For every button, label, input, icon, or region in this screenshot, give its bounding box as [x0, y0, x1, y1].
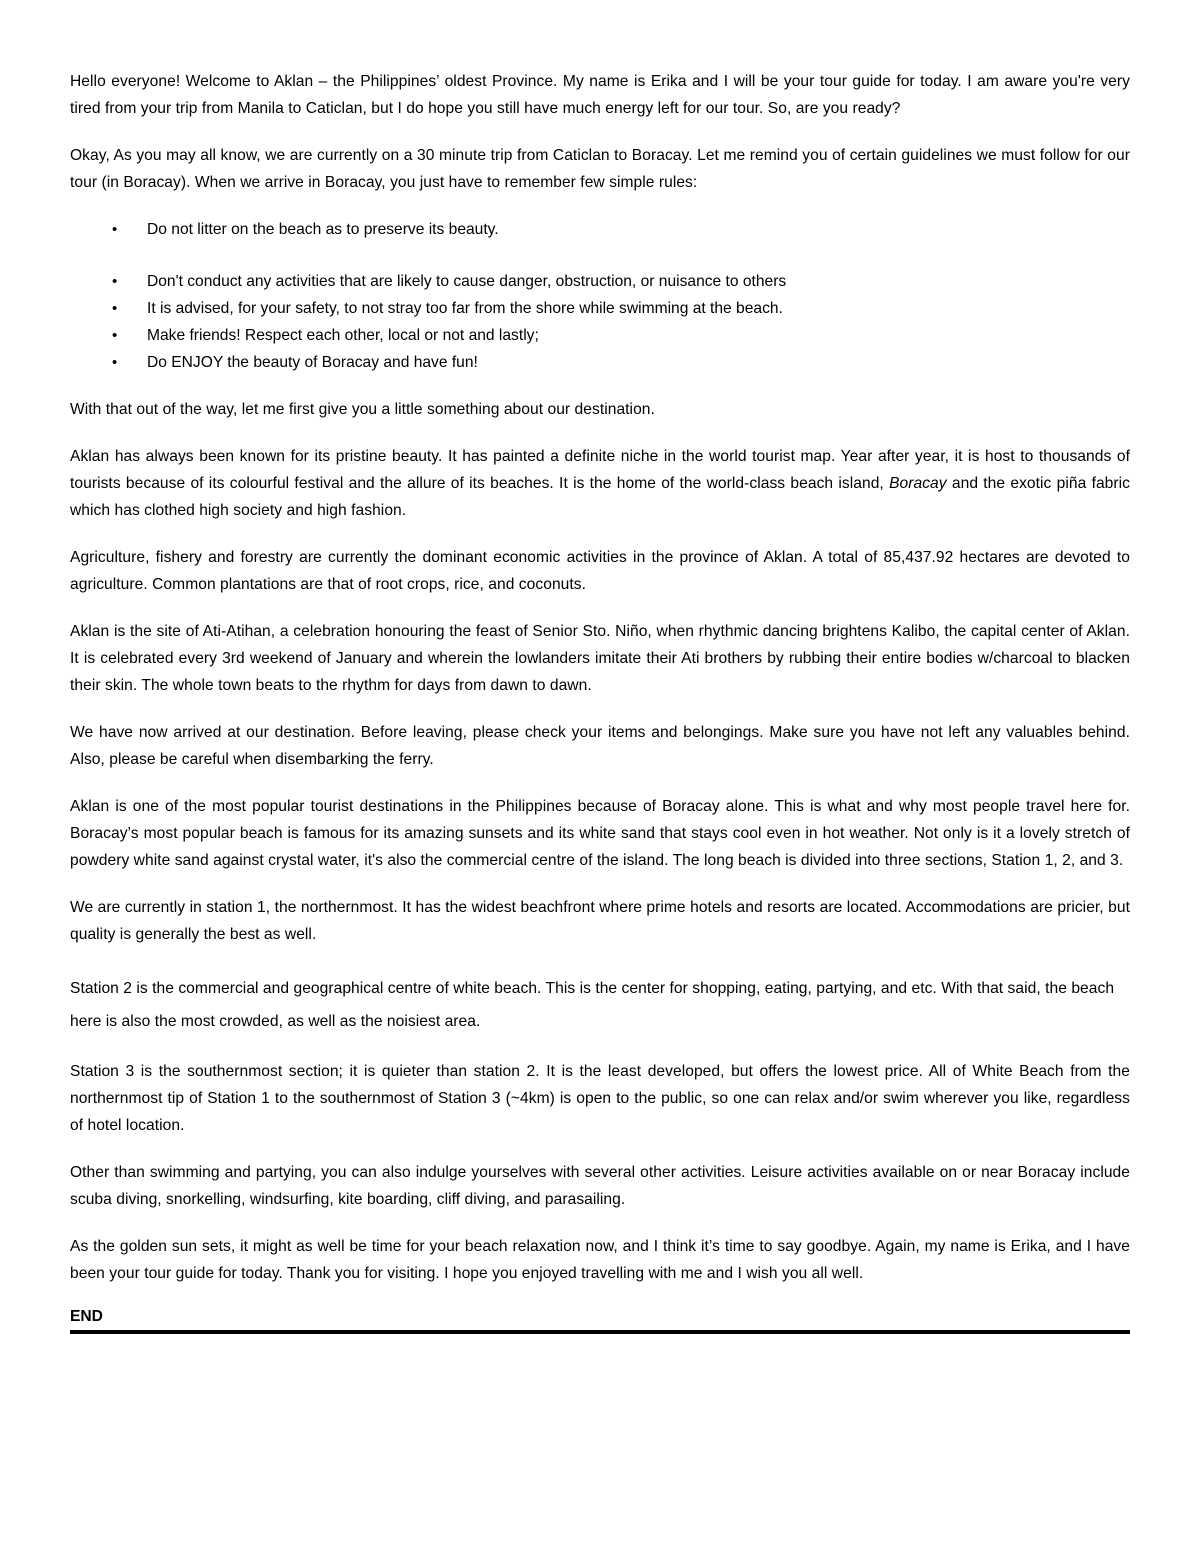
arrival-paragraph: We have now arrived at our destination. Before leaving, please check your items and belongings. Make sure you have not left any valuables behind. Also, please be careful when disembarking the ferry.: [70, 724, 1130, 768]
goodbye-paragraph: As the golden sun sets, it might as well be time for your beach relaxation now, and I think it’s time to say goodbye. Again, my name is Erika, and I have been your tour guide for today. Thank you for visiting. I hope you enjoyed travelling with me and I wish you all well.: [70, 1238, 1130, 1282]
rules-list: [70, 216, 1130, 376]
transition-paragraph: With that out of the way, let me first give you a little something about our destination.: [70, 401, 655, 418]
rule-text: Do not litter on the beach as to preserve its beauty.: [147, 221, 499, 238]
bullet-icon: •: [112, 327, 118, 344]
document-page: [70, 68, 1130, 1334]
station3-paragraph: Station 3 is the southernmost section; it is quieter than station 2. It is the least developed, but offers the lowest price. All of White Beach from the northernmost tip of Station 1 to the southernmost of Station 3 (~4km) is open to the public, so one can relax and/or swim wherever you like, regardless of hotel location.: [70, 1063, 1130, 1134]
boracay-popular-paragraph: Aklan is one of the most popular tourist destinations in the Philippines because of Boracay alone. This is what and why most people travel here for. Boracay’s most popular beach is famous for its amazing sunsets and its white sand that stays cool even in hot weather. Not only is it a lovely stretch of powdery white sand against crystal water, it's also the commercial centre of the island. The long beach is divided into three sections, Station 1, 2, and 3.: [70, 798, 1130, 869]
boracay-italic: Boracay: [889, 475, 947, 492]
rule-item: [70, 349, 1130, 376]
end-label: END: [70, 1308, 103, 1325]
bullet-icon: •: [112, 300, 118, 317]
rule-text: Do ENJOY the beauty of Boracay and have fun!: [147, 354, 478, 371]
bullet-icon: •: [112, 221, 118, 238]
intro-paragraph: Hello everyone! Welcome to Aklan – the Philippines’ oldest Province. My name is Erika and I will be your tour guide for today. I am aware you're very tired from your trip from Manila to Caticlan, but I do hope you still have much energy left for our tour. So, are you ready?: [70, 73, 1130, 117]
rule-text: Don't conduct any activities that are likely to cause danger, obstruction, or nuisance to others: [147, 273, 787, 290]
aklan-beauty-paragraph: [70, 443, 1130, 524]
aklan-beauty-text-start: Aklan has always been known for its pristine beauty. It has painted a definite niche in the world tourist map. Year after year, it is host to thousands of tourists because of its colourful festival and the allure of its beaches. It is the home of the world-class beach island,: [70, 448, 1130, 492]
bullet-icon: •: [112, 273, 118, 290]
rule-text: It is advised, for your safety, to not stray too far from the shore while swimming at the beach.: [147, 300, 783, 317]
agriculture-paragraph: Agriculture, fishery and forestry are currently the dominant economic activities in the province of Aklan. A total of 85,437.92 hectares are devoted to agriculture. Common plantations are that of root crops, rice, and coconuts.: [70, 549, 1130, 593]
station2-paragraph: Station 2 is the commercial and geographical centre of white beach. This is the center for shopping, eating, partying, and etc. With that said, the beach here is also the most crowded, as well as the noisiest area.: [70, 980, 1115, 1030]
rule-text: Make friends! Respect each other, local or not and lastly;: [147, 327, 539, 344]
guidelines-intro-paragraph: Okay, As you may all know, we are currently on a 30 minute trip from Caticlan to Boracay. Let me remind you of certain guidelines we must follow for our tour (in Boracay). When we arrive in Boracay, you just have to remember few simple rules:: [70, 147, 1130, 191]
rule-item: [70, 295, 1130, 322]
station1-paragraph: We are currently in station 1, the northernmost. It has the widest beachfront where prime hotels and resorts are located. Accommodations are pricier, but quality is generally the best as well.: [70, 899, 1130, 943]
rule-item: [70, 216, 1130, 243]
activities-paragraph: Other than swimming and partying, you can also indulge yourselves with several other activities. Leisure activities available on or near Boracay include scuba diving, snorkelling, windsurfing, kite boarding, cliff diving, and parasailing.: [70, 1164, 1130, 1208]
aklan-beauty-text-end: and the exotic piña fabric which has clothed high society and high fashion.: [70, 475, 1130, 519]
bullet-icon: •: [112, 354, 118, 371]
rule-item: [70, 268, 1130, 295]
ati-atihan-paragraph: Aklan is the site of Ati-Atihan, a celebration honouring the feast of Senior Sto. Niño, when rhythmic dancing brightens Kalibo, the capital center of Aklan. It is celebrated every 3rd weekend of January and wherein the lowlanders imitate their Ati brothers by rubbing their entire bodies w/charcoal to blacken their skin. The whole town beats to the rhythm for days from dawn to dawn.: [70, 623, 1130, 694]
rule-item: [70, 322, 1130, 349]
end-divider: [70, 1330, 1130, 1334]
